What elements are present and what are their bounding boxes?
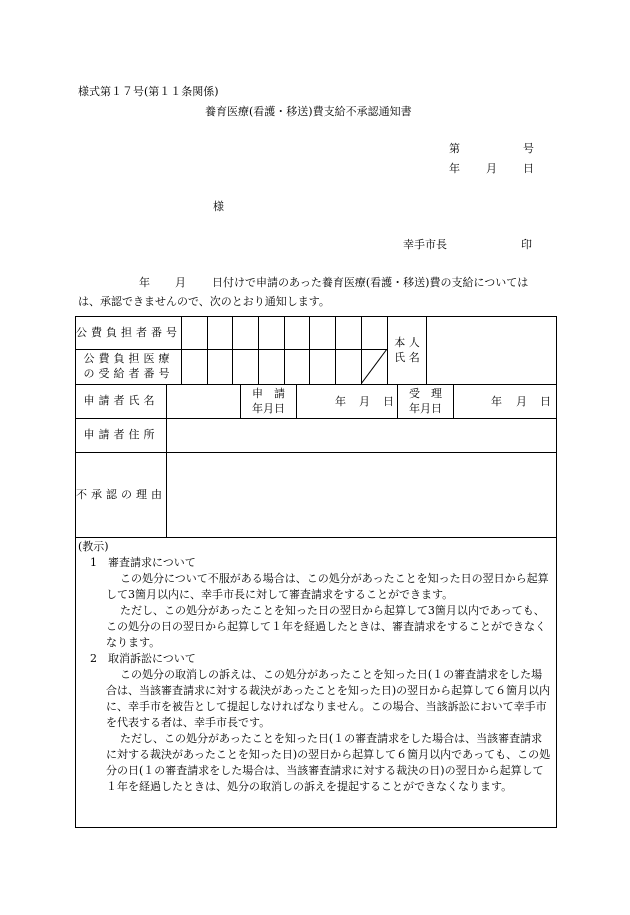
- patient-name-label-line2: 氏 名: [394, 350, 420, 364]
- addressee-suffix: 様: [213, 200, 224, 213]
- issuer-name: 幸手市長: [403, 238, 447, 251]
- acceptance-date-label: [398, 385, 453, 418]
- application-date-label-line1: 申 請: [252, 386, 285, 400]
- notes-title: (教示): [78, 540, 109, 553]
- seal-mark: 印: [521, 238, 532, 251]
- notes-paragraph-1: この処分について不服がある場合は、この処分があったことを知った日の翌日から起算して3箇月以内に、幸手市長に対して審査請求をすることができます。: [106, 572, 549, 601]
- recipient-number-label-line1: 公費負担医療: [83, 352, 174, 366]
- notes-paragraph-2: ただし、この処分があったことを知った日の翌日から起算して3箇月以内であっても、この処分の日の翌日から起算して１年を経過したときは、審査請求をすることができなくなります。: [106, 604, 546, 649]
- issue-date-day: 日: [523, 162, 534, 175]
- issue-date-month: 月: [486, 162, 497, 175]
- intro-line-2: は、承認できませんので、次のとおり通知します。: [78, 295, 330, 308]
- application-date-label: [241, 385, 296, 418]
- recipient-number-label: [76, 350, 181, 384]
- application-date-day: 日: [383, 395, 394, 408]
- instruction-notes: [78, 539, 552, 795]
- patient-name-label: [388, 317, 426, 384]
- intro-year: 年: [139, 276, 150, 289]
- notes-paragraph-4: ただし、この処分があったことを知った日(１の審査請求をした場合は、当該審査請求に対する裁決があったことを知った日)の翌日から起算して６箇月以内であっても、この処分の日(１の審査請求をした場合は、当該審査請求に対する裁決の日)の翌日から起算して１年を経過したときは、処分の取消しの訴えを提起することができなくなります。: [106, 732, 551, 793]
- acceptance-date-day: 日: [540, 395, 551, 408]
- application-date-year: 年: [335, 395, 346, 408]
- notes-heading-revocation-suit: 2 取消訴訟について: [90, 652, 196, 665]
- document-title: 養育医療(看護・移送)費支給不承認通知書: [205, 105, 412, 118]
- issue-date-year: 年: [449, 162, 460, 175]
- form-number: 様式第１７号(第１１条関係): [78, 85, 219, 98]
- notes-heading-review-request: 1 審査請求について: [90, 556, 196, 569]
- intro-line-1: 日付けで申請のあった養育医療(看護・移送)費の支給については: [212, 276, 529, 289]
- public-payer-number-label: 公費負担者番号: [76, 325, 181, 339]
- application-date-month: 月: [359, 395, 370, 408]
- intro-month: 月: [175, 276, 186, 289]
- notes-paragraph-3: この処分の取消しの訴えは、この処分があったことを知った日(１の審査請求をした場合は、当該審査請求に対する裁決があったことを知った日)の翌日から起算して６箇月以内に、幸手市を被告として提起しなければなりません。この場合、当該訴訟において幸手市を代表する者は、幸手市長です。: [106, 668, 551, 729]
- acceptance-date-month: 月: [516, 395, 527, 408]
- rejection-reason-label: 不承認の理由: [76, 487, 166, 501]
- application-date-label-line2: 年月日: [252, 401, 285, 415]
- patient-name-label-line1: 本 人: [394, 335, 420, 349]
- acceptance-date-year: 年: [491, 395, 502, 408]
- doc-no-suffix: 号: [523, 142, 534, 155]
- diagonal-slash: [361, 349, 388, 385]
- applicant-address-label: 申請者住所: [83, 428, 159, 442]
- acceptance-date-label-line1: 受 理: [409, 386, 442, 400]
- acceptance-date-label-line2: 年月日: [409, 401, 442, 415]
- doc-no-prefix: 第: [449, 142, 460, 155]
- recipient-number-label-line2: の受給者番号: [83, 367, 174, 380]
- applicant-name-label: 申請者氏名: [83, 394, 159, 408]
